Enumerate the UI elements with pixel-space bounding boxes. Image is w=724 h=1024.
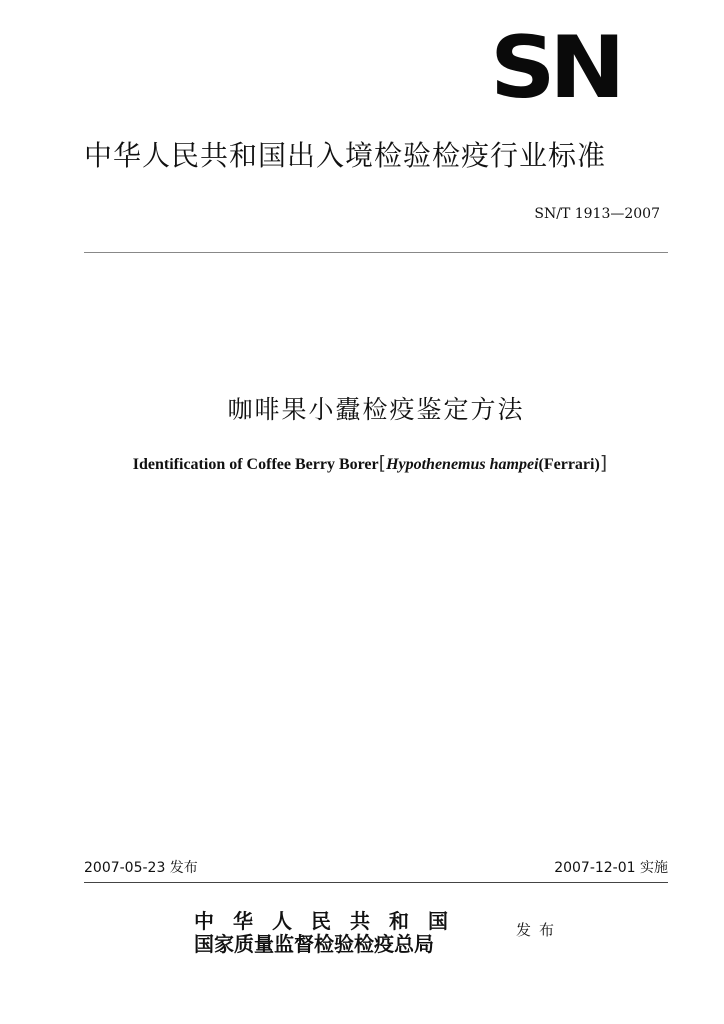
title-en-bracket-open: [ — [378, 452, 387, 474]
title-en-prefix: Identification of Coffee Berry Borer — [132, 456, 379, 473]
issuer-country: 中华人民共和国 — [194, 909, 467, 933]
bottom-divider — [84, 882, 668, 883]
title-en-author: (Ferrari) — [538, 456, 600, 473]
sn-logo: SN — [490, 32, 620, 104]
top-divider — [84, 252, 668, 253]
standard-category-title: 中华人民共和国出入境检验检疫行业标准 — [84, 139, 607, 172]
document-title-en — [60, 452, 680, 476]
publish-label: 发布 — [516, 921, 563, 939]
title-en-bracket-close: ] — [599, 452, 608, 474]
standard-code: SN/T 1913—2007 — [534, 206, 660, 222]
issue-date: 2007-05-23 发布 — [84, 860, 198, 876]
document-title-cn: 咖啡果小蠹检疫鉴定方法 — [227, 395, 525, 424]
issuer-agency: 国家质量监督检验检疫总局 — [194, 932, 434, 956]
implementation-date: 2007-12-01 实施 — [554, 860, 668, 876]
title-en-species: Hypothenemus hampei — [386, 456, 539, 473]
issuer-block — [194, 910, 467, 956]
